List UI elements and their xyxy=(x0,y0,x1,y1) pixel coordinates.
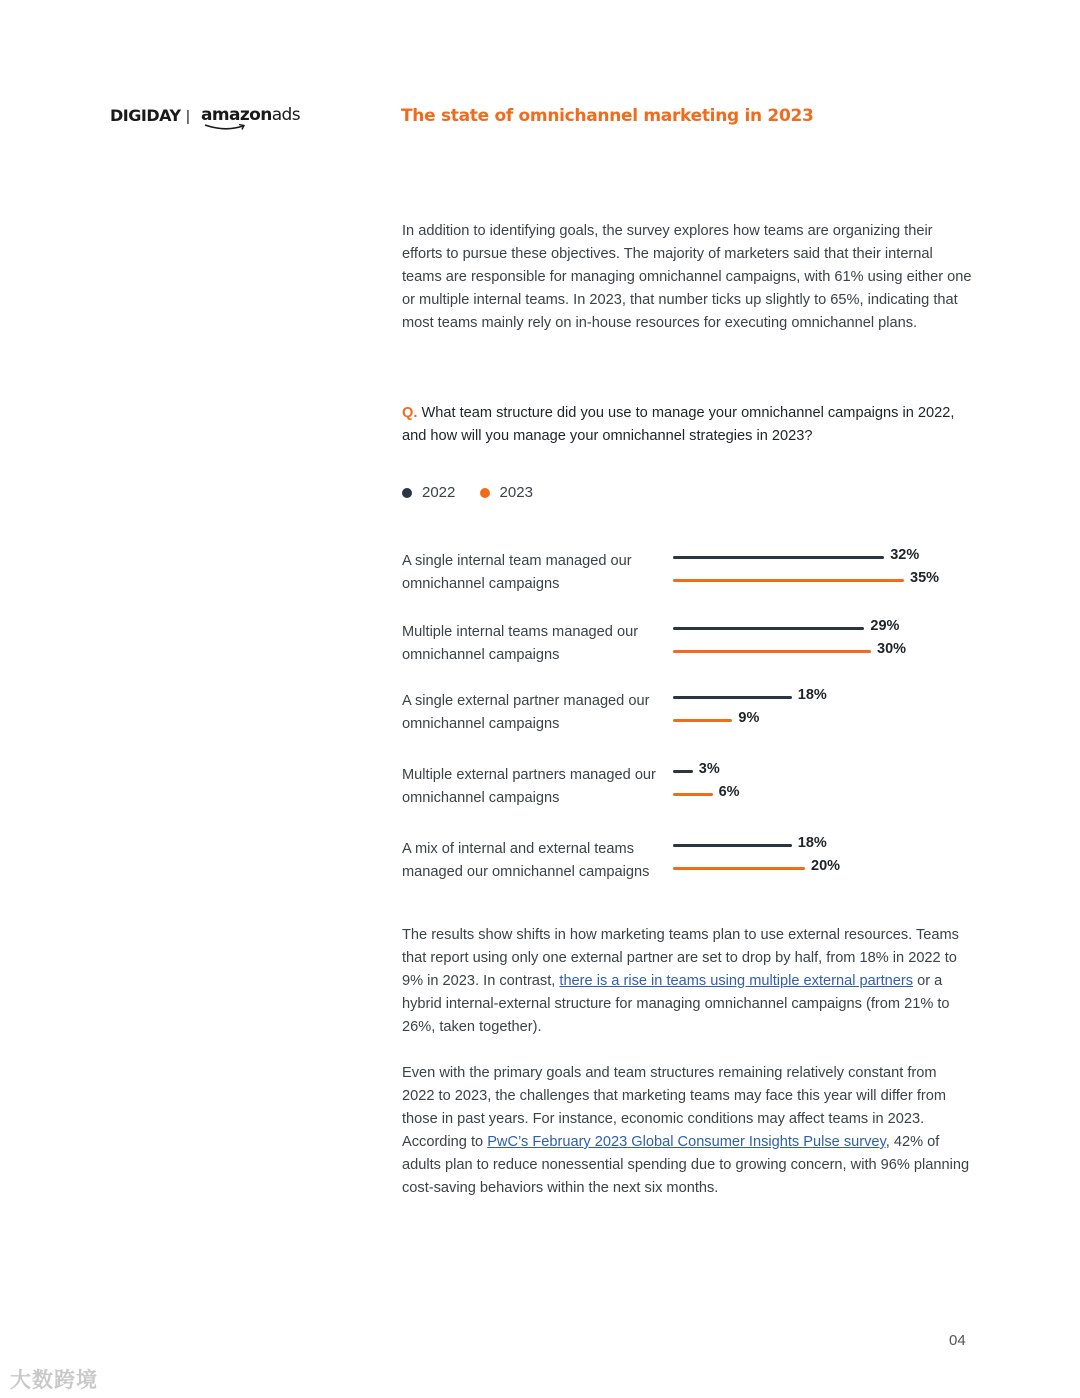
chart-category-label: Multiple external partners managed our omnichannel campaigns xyxy=(402,767,656,806)
results-text-2: or a hybrid internal-external structure for managing omnichannel campaigns (from 21% to 26%, taken together). xyxy=(402,973,950,1035)
page-number: 04 xyxy=(949,1332,966,1349)
results-paragraph xyxy=(402,924,972,1039)
chart-value-label-2023: 20% xyxy=(811,858,841,874)
chart-bar-2022 xyxy=(673,556,884,559)
chart-category-label: A single internal team managed our omnichannel campaigns xyxy=(402,553,632,592)
chart-bar-2022 xyxy=(673,844,792,847)
chart-bar-2022 xyxy=(673,627,864,630)
chart-category-label: Multiple internal teams managed our omnichannel campaigns xyxy=(402,624,639,663)
question-text: What team structure did you use to manage your omnichannel campaigns in 2022, and how will you manage your omnichannel strategies in 2023? xyxy=(402,405,955,444)
chart-value-label-2022: 3% xyxy=(698,761,720,777)
results-link[interactable]: there is a rise in teams using multiple external partners xyxy=(559,973,914,989)
chart-bar-2023 xyxy=(673,867,805,870)
chart-bar-2023 xyxy=(673,719,732,722)
chart-value-label-2023: 6% xyxy=(718,784,740,800)
page-title: The state of omnichannel marketing in 2023 xyxy=(401,106,814,126)
chart-value-label-2022: 29% xyxy=(870,618,900,634)
amazon-logo-text: amazon xyxy=(201,105,272,125)
chart-value-label-2022: 18% xyxy=(797,687,827,703)
chart-value-label-2022: 32% xyxy=(890,547,920,563)
legend-item-2022 xyxy=(402,484,455,501)
legend-item-2023 xyxy=(480,484,533,501)
chart-category-label: A single external partner managed our omnichannel campaigns xyxy=(402,693,650,732)
intro-paragraph: In addition to identifying goals, the survey explores how teams are organizing their efforts to pursue these objectives. The majority of marketers said that their internal teams are responsible for managing omnichannel campaigns, with 61% using either one or multiple internal teams. In 2023, that number ticks up slightly to 65%, indicating that most teams mainly rely on in-house resources for executing omnichannel plans. xyxy=(402,223,972,331)
chart-value-label-2023: 30% xyxy=(877,641,907,657)
logo-separator: | xyxy=(186,108,190,125)
pwc-survey-link[interactable]: PwC’s February 2023 Global Consumer Insights Pulse survey xyxy=(487,1134,886,1150)
watermark: 大数跨境 xyxy=(10,1369,98,1392)
chart-bar-2022 xyxy=(673,770,693,773)
chart-value-label-2023: 35% xyxy=(910,570,940,586)
challenges-text-2: , 42% of adults plan to reduce nonessential spending due to growing concern, with 96% planning cost-saving behaviors within the next six months. xyxy=(402,1134,970,1196)
chart-bar-2023 xyxy=(673,579,904,582)
chart-value-label-2023: 9% xyxy=(738,710,760,726)
legend-label-2023: 2023 xyxy=(499,484,533,501)
results-text-1: The results show shifts in how marketing teams plan to use external resources. Teams that report using only one external partner are set to drop by half, from 18% in 2022 to 9% in 2023. In contrast, xyxy=(402,927,959,989)
legend-label-2022: 2022 xyxy=(422,484,456,501)
legend-dot-2023 xyxy=(480,488,490,498)
amazon-ads-logo xyxy=(201,105,300,125)
chart-category-label: A mix of internal and external teams managed our omnichannel campaigns xyxy=(402,841,650,880)
chart-bar-2023 xyxy=(673,650,871,653)
chart-bar-2022 xyxy=(673,696,792,699)
survey-question xyxy=(402,402,972,448)
chart-legend xyxy=(402,484,553,502)
legend-dot-2022 xyxy=(402,488,412,498)
amazon-smile-icon xyxy=(203,123,249,131)
challenges-text-1: Even with the primary goals and team structures remaining relatively constant from 2022 to 2023, the challenges that marketing teams may face this year will differ from those in past years. For instance, economic conditions may affect teams in 2023. According to xyxy=(402,1065,947,1150)
chart-bar-2023 xyxy=(673,793,713,796)
digiday-logo: DIGIDAY xyxy=(110,106,181,125)
challenges-paragraph xyxy=(402,1062,972,1200)
ads-logo-text: ads xyxy=(271,105,300,125)
question-prefix: Q. xyxy=(402,405,418,421)
chart-value-label-2022: 18% xyxy=(797,835,827,851)
